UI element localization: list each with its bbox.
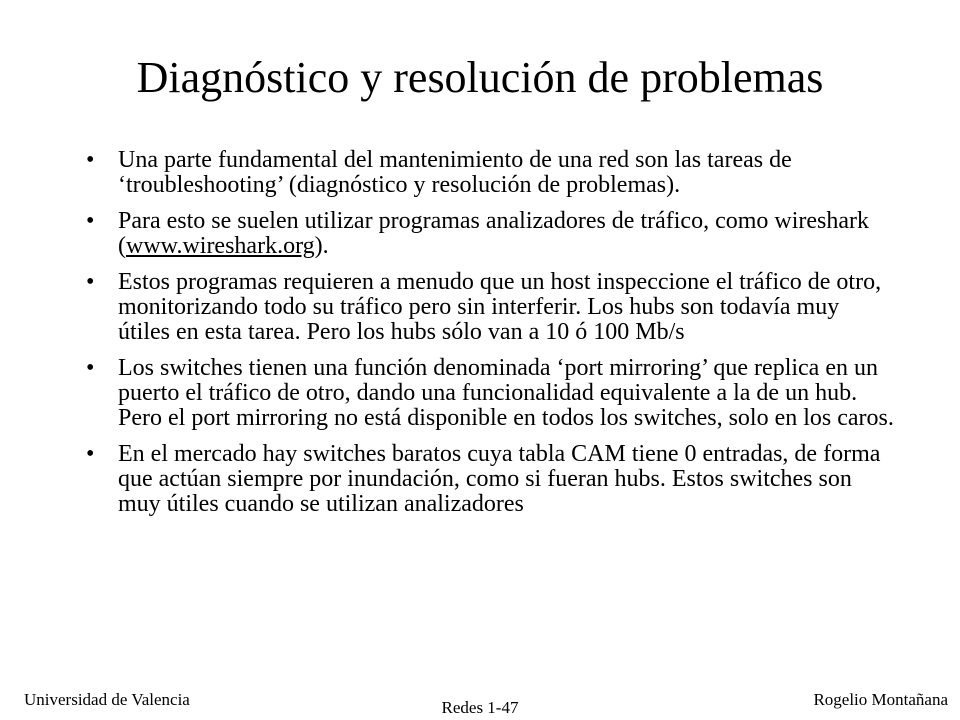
bullet-text: Los switches tienen una función denominada ‘port mirroring’ que replica en un puerto el tráfico de otro, dando una funcionalidad equivalente a la de un hub. Pero el port mirroring no está disponible en todos los switches, solo en los caros. xyxy=(118,355,894,431)
bullet-icon: • xyxy=(86,355,95,381)
footer-institution: Universidad de Valencia xyxy=(24,690,190,709)
bullet-item xyxy=(86,148,896,198)
bullet-icon: • xyxy=(86,147,95,173)
slide-title: Diagnóstico y resolución de problemas xyxy=(136,53,824,102)
bullet-icon: • xyxy=(86,441,95,467)
bullet-text-suffix: ). xyxy=(314,233,329,259)
bullet-text: Estos programas requieren a menudo que un host inspeccione el tráfico de otro, monitorizando todo su tráfico pero sin interferir. Los hubs son todavía muy útiles en esta tarea. Pero los hubs sólo van a 10 ó 100 Mb/s xyxy=(118,269,882,345)
bullet-item xyxy=(86,209,896,259)
wireshark-link[interactable]: www.wireshark.org xyxy=(126,233,315,259)
footer-slide-number: Redes 1-47 xyxy=(441,698,519,717)
bullet-text: En el mercado hay switches baratos cuya tabla CAM tiene 0 entradas, de forma que actúan siempre por inundación, como si fueran hubs. Estos switches son muy útiles cuando se utilizan analizadores xyxy=(118,441,881,517)
bullet-icon: • xyxy=(86,208,95,234)
footer-author: Rogelio Montañana xyxy=(813,690,948,709)
bullet-list xyxy=(86,148,896,528)
bullet-text: Para esto se suelen utilizar programas analizadores de tráfico, como wireshark ( xyxy=(118,208,870,259)
bullet-item xyxy=(86,270,896,345)
bullet-text: Una parte fundamental del mantenimiento de una red son las tareas de ‘troubleshooting’ (diagnóstico y resolución de problemas). xyxy=(118,147,792,198)
bullet-icon: • xyxy=(86,269,95,295)
bullet-item xyxy=(86,442,896,517)
bullet-item xyxy=(86,356,896,431)
